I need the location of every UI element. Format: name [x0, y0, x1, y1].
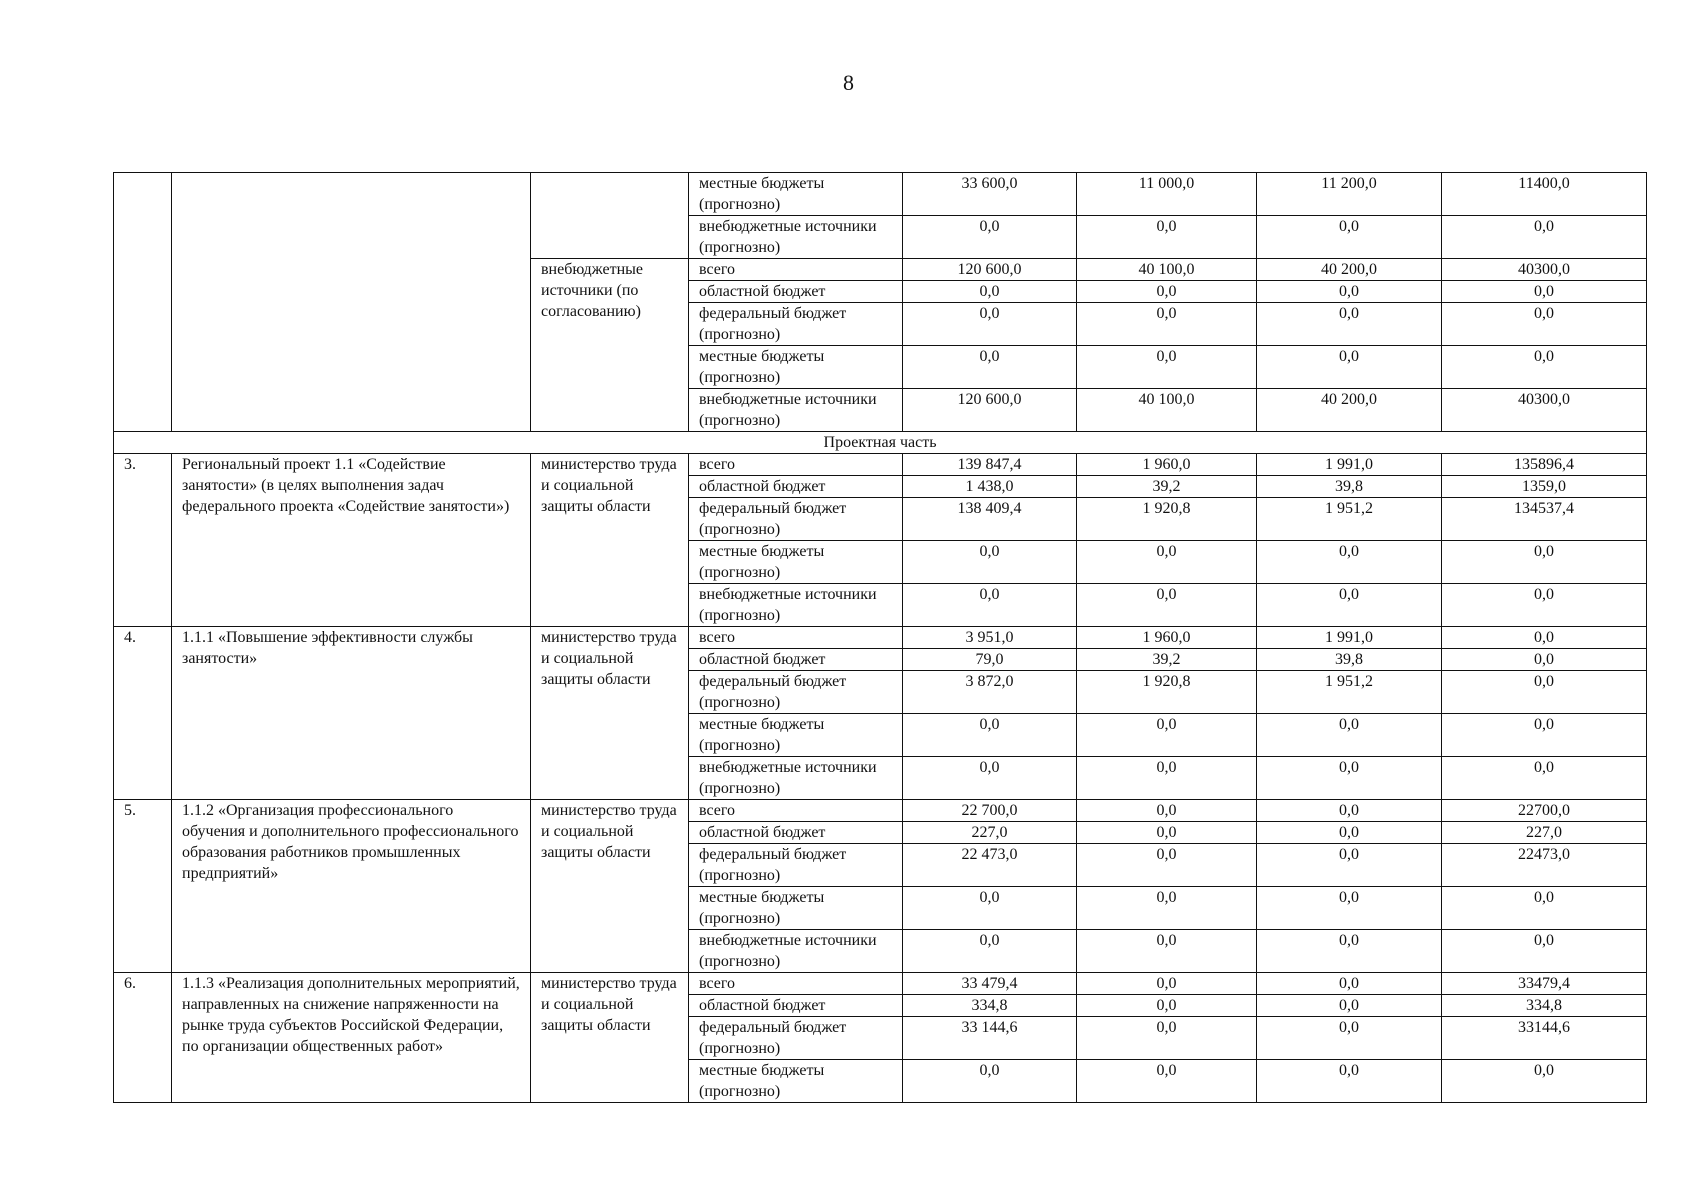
- item-executor: министерство труда и социальной защиты области: [531, 973, 689, 1103]
- source-cell: внебюджетные источники (прогнозно): [689, 930, 903, 973]
- item-name: 1.1.1 «Повышение эффективности службы занятости»: [172, 627, 531, 800]
- source-cell: федеральный бюджет (прогнозно): [689, 1017, 903, 1060]
- value-cell: 0,0: [1257, 281, 1442, 303]
- value-cell: 0,0: [903, 584, 1077, 627]
- value-cell: 0,0: [1077, 541, 1257, 584]
- value-cell: 0,0: [1257, 303, 1442, 346]
- value-cell: 40 100,0: [1077, 389, 1257, 432]
- value-cell: 135896,4: [1442, 454, 1647, 476]
- value-cell: 334,8: [1442, 995, 1647, 1017]
- value-cell: 0,0: [1442, 281, 1647, 303]
- value-cell: 0,0: [1077, 930, 1257, 973]
- name-cell: [172, 173, 531, 432]
- value-cell: 11 200,0: [1257, 173, 1442, 216]
- source-cell: местные бюджеты (прогнозно): [689, 541, 903, 584]
- source-cell: всего: [689, 627, 903, 649]
- source-cell: внебюджетные источники (прогнозно): [689, 584, 903, 627]
- value-cell: 0,0: [1257, 844, 1442, 887]
- value-cell: 79,0: [903, 649, 1077, 671]
- value-cell: 0,0: [1077, 973, 1257, 995]
- value-cell: 0,0: [1442, 714, 1647, 757]
- source-cell: всего: [689, 454, 903, 476]
- value-cell: 0,0: [1077, 995, 1257, 1017]
- value-cell: 0,0: [1442, 541, 1647, 584]
- value-cell: 22473,0: [1442, 844, 1647, 887]
- source-cell: областной бюджет: [689, 281, 903, 303]
- value-cell: 0,0: [903, 714, 1077, 757]
- value-cell: 0,0: [1257, 800, 1442, 822]
- value-cell: 0,0: [903, 1060, 1077, 1103]
- value-cell: 0,0: [1077, 887, 1257, 930]
- budget-table: [113, 172, 1647, 1103]
- value-cell: 0,0: [1257, 714, 1442, 757]
- value-cell: 40 200,0: [1257, 389, 1442, 432]
- item-executor: министерство труда и социальной защиты области: [531, 800, 689, 973]
- value-cell: 0,0: [903, 303, 1077, 346]
- value-cell: 1 920,8: [1077, 498, 1257, 541]
- value-cell: 40300,0: [1442, 259, 1647, 281]
- source-cell: областной бюджет: [689, 649, 903, 671]
- value-cell: 3 951,0: [903, 627, 1077, 649]
- value-cell: 40300,0: [1442, 389, 1647, 432]
- value-cell: 227,0: [903, 822, 1077, 844]
- value-cell: 0,0: [1442, 346, 1647, 389]
- value-cell: 120 600,0: [903, 259, 1077, 281]
- value-cell: 227,0: [1442, 822, 1647, 844]
- value-cell: 0,0: [1257, 822, 1442, 844]
- source-cell: местные бюджеты (прогнозно): [689, 1060, 903, 1103]
- executor-cell: внебюджетные источники (по согласованию): [531, 259, 689, 432]
- value-cell: 11 000,0: [1077, 173, 1257, 216]
- source-cell: внебюджетные источники (прогнозно): [689, 757, 903, 800]
- value-cell: 0,0: [1077, 714, 1257, 757]
- value-cell: 134537,4: [1442, 498, 1647, 541]
- value-cell: 1359,0: [1442, 476, 1647, 498]
- value-cell: 39,8: [1257, 649, 1442, 671]
- value-cell: 0,0: [903, 930, 1077, 973]
- value-cell: 0,0: [903, 216, 1077, 259]
- value-cell: 33 479,4: [903, 973, 1077, 995]
- value-cell: 0,0: [1257, 887, 1442, 930]
- value-cell: 39,8: [1257, 476, 1442, 498]
- value-cell: 1 951,2: [1257, 671, 1442, 714]
- value-cell: 1 991,0: [1257, 627, 1442, 649]
- budget-table-body: [114, 173, 1647, 1103]
- section-row: [114, 432, 1647, 454]
- section-title: Проектная часть: [114, 432, 1647, 454]
- source-cell: местные бюджеты (прогнозно): [689, 346, 903, 389]
- source-cell: внебюджетные источники (прогнозно): [689, 216, 903, 259]
- value-cell: 22 473,0: [903, 844, 1077, 887]
- value-cell: 33 600,0: [903, 173, 1077, 216]
- value-cell: 11400,0: [1442, 173, 1647, 216]
- value-cell: 139 847,4: [903, 454, 1077, 476]
- value-cell: 0,0: [903, 281, 1077, 303]
- value-cell: 0,0: [1077, 757, 1257, 800]
- value-cell: 0,0: [1077, 303, 1257, 346]
- value-cell: 0,0: [1077, 1017, 1257, 1060]
- value-cell: 40 100,0: [1077, 259, 1257, 281]
- source-cell: внебюджетные источники (прогнозно): [689, 389, 903, 432]
- item-number: 6.: [114, 973, 172, 1103]
- executor-cell: [531, 173, 689, 259]
- value-cell: 0,0: [1257, 757, 1442, 800]
- value-cell: 138 409,4: [903, 498, 1077, 541]
- source-cell: федеральный бюджет (прогнозно): [689, 498, 903, 541]
- value-cell: 22 700,0: [903, 800, 1077, 822]
- table-row: [114, 627, 1647, 649]
- value-cell: 0,0: [1257, 584, 1442, 627]
- value-cell: 1 438,0: [903, 476, 1077, 498]
- value-cell: 0,0: [1077, 584, 1257, 627]
- value-cell: 0,0: [1257, 973, 1442, 995]
- value-cell: 1 920,8: [1077, 671, 1257, 714]
- value-cell: 0,0: [1442, 757, 1647, 800]
- value-cell: 334,8: [903, 995, 1077, 1017]
- item-name: 1.1.3 «Реализация дополнительных мероприятий, направленных на снижение напряженности на рынке труда субъектов Российской Федерации, по организации общественных работ»: [172, 973, 531, 1103]
- value-cell: 0,0: [1442, 303, 1647, 346]
- value-cell: 0,0: [1077, 346, 1257, 389]
- value-cell: 0,0: [1257, 541, 1442, 584]
- value-cell: 39,2: [1077, 649, 1257, 671]
- source-cell: всего: [689, 259, 903, 281]
- table-row: [114, 973, 1647, 995]
- value-cell: 0,0: [1442, 649, 1647, 671]
- value-cell: 0,0: [1442, 671, 1647, 714]
- value-cell: 0,0: [1442, 1060, 1647, 1103]
- value-cell: 0,0: [1442, 216, 1647, 259]
- table-row: [114, 173, 1647, 216]
- item-number: 5.: [114, 800, 172, 973]
- value-cell: 0,0: [1077, 800, 1257, 822]
- table-row: [114, 454, 1647, 476]
- table-row: [114, 800, 1647, 822]
- item-name: Региональный проект 1.1 «Содействие занятости» (в целях выполнения задач федерального проекта «Содействие занятости»): [172, 454, 531, 627]
- value-cell: 0,0: [1442, 627, 1647, 649]
- value-cell: 22700,0: [1442, 800, 1647, 822]
- source-cell: местные бюджеты (прогнозно): [689, 173, 903, 216]
- value-cell: 39,2: [1077, 476, 1257, 498]
- value-cell: 0,0: [1077, 1060, 1257, 1103]
- value-cell: 0,0: [1257, 346, 1442, 389]
- source-cell: федеральный бюджет (прогнозно): [689, 844, 903, 887]
- value-cell: 0,0: [1077, 281, 1257, 303]
- source-cell: областной бюджет: [689, 995, 903, 1017]
- value-cell: 1 960,0: [1077, 627, 1257, 649]
- value-cell: 33 144,6: [903, 1017, 1077, 1060]
- value-cell: 0,0: [1077, 844, 1257, 887]
- value-cell: 0,0: [1442, 887, 1647, 930]
- item-name: 1.1.2 «Организация профессионального обучения и дополнительного профессионального образования работников промышленных предприятий»: [172, 800, 531, 973]
- source-cell: областной бюджет: [689, 476, 903, 498]
- value-cell: 0,0: [1257, 216, 1442, 259]
- value-cell: 1 951,2: [1257, 498, 1442, 541]
- source-cell: всего: [689, 973, 903, 995]
- value-cell: 120 600,0: [903, 389, 1077, 432]
- value-cell: 40 200,0: [1257, 259, 1442, 281]
- source-cell: областной бюджет: [689, 822, 903, 844]
- source-cell: федеральный бюджет (прогнозно): [689, 303, 903, 346]
- value-cell: 0,0: [1257, 995, 1442, 1017]
- source-cell: местные бюджеты (прогнозно): [689, 887, 903, 930]
- item-number: 4.: [114, 627, 172, 800]
- value-cell: 0,0: [1442, 584, 1647, 627]
- source-cell: федеральный бюджет (прогнозно): [689, 671, 903, 714]
- item-number: 3.: [114, 454, 172, 627]
- value-cell: 0,0: [903, 346, 1077, 389]
- value-cell: 0,0: [903, 887, 1077, 930]
- item-executor: министерство труда и социальной защиты области: [531, 627, 689, 800]
- value-cell: 0,0: [1077, 216, 1257, 259]
- value-cell: 3 872,0: [903, 671, 1077, 714]
- value-cell: 33144,6: [1442, 1017, 1647, 1060]
- source-cell: местные бюджеты (прогнозно): [689, 714, 903, 757]
- value-cell: 0,0: [1257, 930, 1442, 973]
- value-cell: 33479,4: [1442, 973, 1647, 995]
- value-cell: 1 960,0: [1077, 454, 1257, 476]
- value-cell: 0,0: [1442, 930, 1647, 973]
- page-number: 8: [843, 70, 854, 95]
- item-executor: министерство труда и социальной защиты области: [531, 454, 689, 627]
- value-cell: 0,0: [1257, 1017, 1442, 1060]
- number-cell: [114, 173, 172, 432]
- value-cell: 0,0: [1257, 1060, 1442, 1103]
- value-cell: 1 991,0: [1257, 454, 1442, 476]
- value-cell: 0,0: [903, 757, 1077, 800]
- value-cell: 0,0: [1077, 822, 1257, 844]
- value-cell: 0,0: [903, 541, 1077, 584]
- source-cell: всего: [689, 800, 903, 822]
